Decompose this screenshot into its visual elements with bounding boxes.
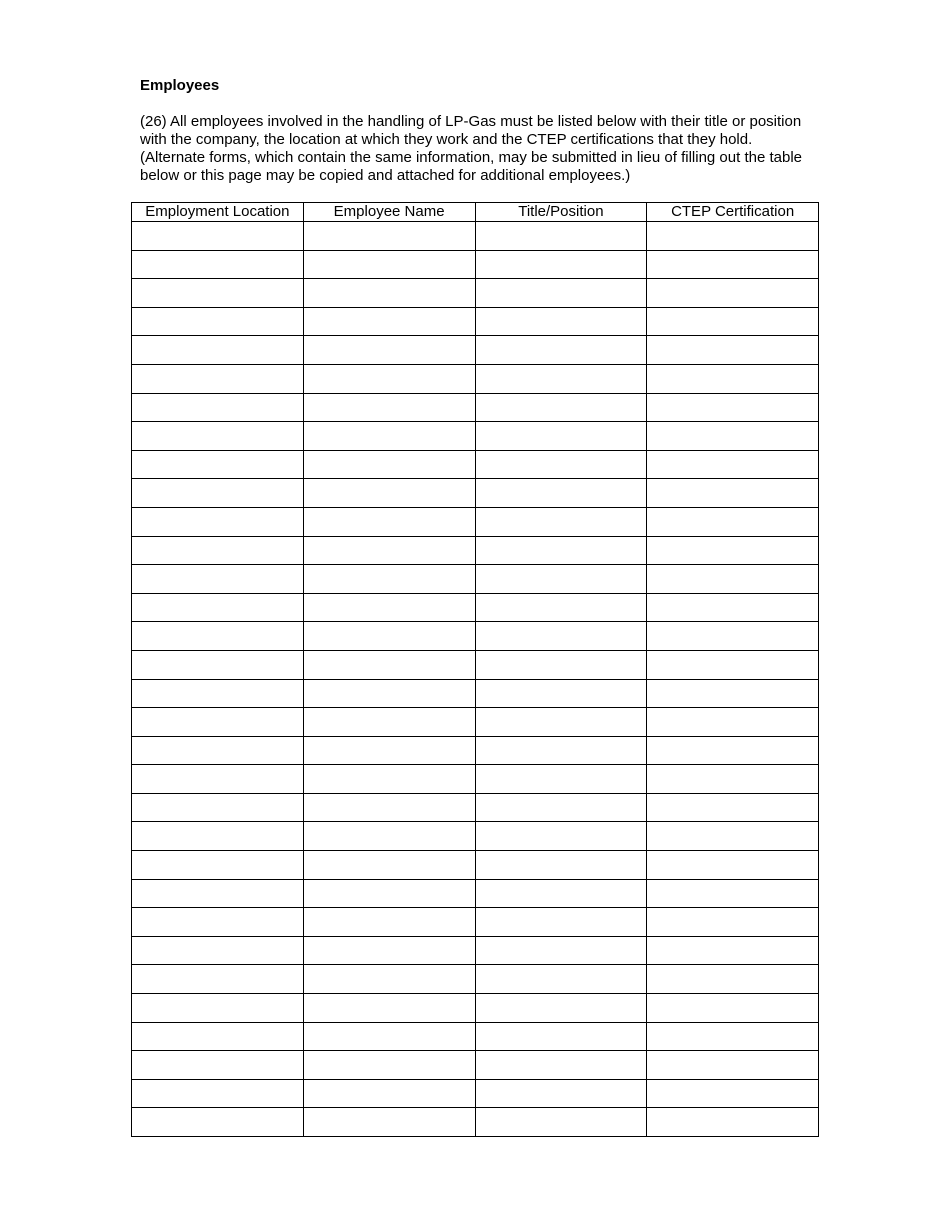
ctep-certification-cell[interactable]	[647, 307, 819, 336]
employment-location-cell[interactable]	[132, 1108, 304, 1137]
employee-name-cell[interactable]	[303, 650, 475, 679]
employee-name-cell[interactable]	[303, 393, 475, 422]
ctep-certification-cell[interactable]	[647, 1079, 819, 1108]
ctep-certification-cell[interactable]	[647, 1108, 819, 1137]
ctep-certification-cell[interactable]	[647, 879, 819, 908]
employee-name-cell[interactable]	[303, 479, 475, 508]
table-row	[132, 908, 819, 937]
ctep-certification-cell[interactable]	[647, 593, 819, 622]
title-position-cell[interactable]	[475, 279, 647, 308]
title-position-cell[interactable]	[475, 222, 647, 251]
employment-location-cell[interactable]	[132, 822, 304, 851]
employment-location-cell[interactable]	[132, 507, 304, 536]
title-position-cell[interactable]	[475, 736, 647, 765]
ctep-certification-cell[interactable]	[647, 450, 819, 479]
table-row	[132, 364, 819, 393]
employment-location-cell[interactable]	[132, 479, 304, 508]
employment-location-cell[interactable]	[132, 307, 304, 336]
title-position-cell[interactable]	[475, 1079, 647, 1108]
title-position-cell[interactable]	[475, 965, 647, 994]
table-row	[132, 622, 819, 651]
employment-location-cell[interactable]	[132, 336, 304, 365]
ctep-certification-cell[interactable]	[647, 336, 819, 365]
column-header-employment-location: Employment Location	[132, 203, 304, 222]
ctep-certification-cell[interactable]	[647, 708, 819, 737]
employment-location-cell[interactable]	[132, 422, 304, 451]
ctep-certification-cell[interactable]	[647, 479, 819, 508]
ctep-certification-cell[interactable]	[647, 936, 819, 965]
employment-location-cell[interactable]	[132, 679, 304, 708]
title-position-cell[interactable]	[475, 1051, 647, 1080]
title-position-cell[interactable]	[475, 250, 647, 279]
ctep-certification-cell[interactable]	[647, 765, 819, 794]
title-position-cell[interactable]	[475, 307, 647, 336]
employee-name-cell[interactable]	[303, 936, 475, 965]
employee-name-cell[interactable]	[303, 851, 475, 880]
title-position-cell[interactable]	[475, 593, 647, 622]
employment-location-cell[interactable]	[132, 765, 304, 794]
title-position-cell[interactable]	[475, 450, 647, 479]
ctep-certification-cell[interactable]	[647, 507, 819, 536]
employment-location-cell[interactable]	[132, 908, 304, 937]
title-position-cell[interactable]	[475, 851, 647, 880]
employee-name-cell[interactable]	[303, 222, 475, 251]
table-row	[132, 565, 819, 594]
employment-location-cell[interactable]	[132, 879, 304, 908]
employment-location-cell[interactable]	[132, 450, 304, 479]
table-row	[132, 222, 819, 251]
employment-location-cell[interactable]	[132, 593, 304, 622]
ctep-certification-cell[interactable]	[647, 679, 819, 708]
employee-name-cell[interactable]	[303, 822, 475, 851]
title-position-cell[interactable]	[475, 908, 647, 937]
title-position-cell[interactable]	[475, 650, 647, 679]
table-row	[132, 507, 819, 536]
table-row	[132, 822, 819, 851]
employee-name-cell[interactable]	[303, 679, 475, 708]
title-position-cell[interactable]	[475, 536, 647, 565]
employee-name-cell[interactable]	[303, 622, 475, 651]
employee-name-cell[interactable]	[303, 1022, 475, 1051]
table-row	[132, 708, 819, 737]
table-row	[132, 307, 819, 336]
employment-location-cell[interactable]	[132, 393, 304, 422]
title-position-cell[interactable]	[475, 679, 647, 708]
employee-name-cell[interactable]	[303, 994, 475, 1023]
table-row	[132, 994, 819, 1023]
employment-location-cell[interactable]	[132, 1079, 304, 1108]
employee-name-cell[interactable]	[303, 336, 475, 365]
employee-name-cell[interactable]	[303, 307, 475, 336]
ctep-certification-cell[interactable]	[647, 908, 819, 937]
employment-location-cell[interactable]	[132, 565, 304, 594]
employee-name-cell[interactable]	[303, 279, 475, 308]
title-position-cell[interactable]	[475, 1108, 647, 1137]
employment-location-cell[interactable]	[132, 793, 304, 822]
employee-name-cell[interactable]	[303, 450, 475, 479]
ctep-certification-cell[interactable]	[647, 793, 819, 822]
ctep-certification-cell[interactable]	[647, 994, 819, 1023]
table-row	[132, 1108, 819, 1137]
employee-name-cell[interactable]	[303, 1051, 475, 1080]
ctep-certification-cell[interactable]	[647, 622, 819, 651]
employee-name-cell[interactable]	[303, 879, 475, 908]
employee-name-cell[interactable]	[303, 250, 475, 279]
table-row	[132, 1051, 819, 1080]
employee-name-cell[interactable]	[303, 565, 475, 594]
title-position-cell[interactable]	[475, 879, 647, 908]
column-header-ctep-certification: CTEP Certification	[647, 203, 819, 222]
employment-location-cell[interactable]	[132, 364, 304, 393]
employment-location-cell[interactable]	[132, 222, 304, 251]
title-position-cell[interactable]	[475, 793, 647, 822]
ctep-certification-cell[interactable]	[647, 536, 819, 565]
employee-name-cell[interactable]	[303, 965, 475, 994]
table-row	[132, 965, 819, 994]
title-position-cell[interactable]	[475, 336, 647, 365]
employment-location-cell[interactable]	[132, 851, 304, 880]
ctep-certification-cell[interactable]	[647, 222, 819, 251]
title-position-cell[interactable]	[475, 822, 647, 851]
employment-location-cell[interactable]	[132, 1051, 304, 1080]
ctep-certification-cell[interactable]	[647, 250, 819, 279]
employment-location-cell[interactable]	[132, 708, 304, 737]
table-row	[132, 793, 819, 822]
table-row	[132, 336, 819, 365]
ctep-certification-cell[interactable]	[647, 422, 819, 451]
ctep-certification-cell[interactable]	[647, 965, 819, 994]
employment-location-cell[interactable]	[132, 622, 304, 651]
ctep-certification-cell[interactable]	[647, 736, 819, 765]
employment-location-cell[interactable]	[132, 650, 304, 679]
table-row	[132, 679, 819, 708]
title-position-cell[interactable]	[475, 507, 647, 536]
section-heading: Employees	[140, 77, 220, 94]
employment-location-cell[interactable]	[132, 250, 304, 279]
table-row	[132, 1079, 819, 1108]
employee-name-cell[interactable]	[303, 708, 475, 737]
ctep-certification-cell[interactable]	[647, 364, 819, 393]
employee-name-cell[interactable]	[303, 908, 475, 937]
ctep-certification-cell[interactable]	[647, 822, 819, 851]
employee-name-cell[interactable]	[303, 593, 475, 622]
employment-location-cell[interactable]	[132, 1022, 304, 1051]
title-position-cell[interactable]	[475, 393, 647, 422]
employee-name-cell[interactable]	[303, 736, 475, 765]
employee-name-cell[interactable]	[303, 536, 475, 565]
employees-table	[131, 202, 819, 1137]
ctep-certification-cell[interactable]	[647, 565, 819, 594]
table-row	[132, 765, 819, 794]
table-row	[132, 879, 819, 908]
employment-location-cell[interactable]	[132, 965, 304, 994]
ctep-certification-cell[interactable]	[647, 1051, 819, 1080]
table-row	[132, 536, 819, 565]
table-row	[132, 936, 819, 965]
employment-location-cell[interactable]	[132, 994, 304, 1023]
title-position-cell[interactable]	[475, 936, 647, 965]
table-row	[132, 650, 819, 679]
employee-name-cell[interactable]	[303, 1079, 475, 1108]
title-position-cell[interactable]	[475, 622, 647, 651]
employee-name-cell[interactable]	[303, 793, 475, 822]
title-position-cell[interactable]	[475, 422, 647, 451]
ctep-certification-cell[interactable]	[647, 1022, 819, 1051]
table-row	[132, 279, 819, 308]
table-row	[132, 393, 819, 422]
employment-location-cell[interactable]	[132, 279, 304, 308]
employee-name-cell[interactable]	[303, 765, 475, 794]
instructions-paragraph: (26) All employees involved in the handling of LP-Gas must be listed below with their title or position with the company, the location at which they work and the CTEP certifications that they hold. (Alternate forms, which contain the same information, may be submitted in lieu of filling out the table below or this page may be copied and attached for additional employees.)	[140, 113, 802, 184]
title-position-cell[interactable]	[475, 765, 647, 794]
ctep-certification-cell[interactable]	[647, 851, 819, 880]
table-row	[132, 851, 819, 880]
employment-location-cell[interactable]	[132, 736, 304, 765]
table-row	[132, 450, 819, 479]
employee-name-cell[interactable]	[303, 1108, 475, 1137]
title-position-cell[interactable]	[475, 364, 647, 393]
employee-name-cell[interactable]	[303, 507, 475, 536]
table-header-row	[132, 203, 819, 222]
table-body	[132, 222, 819, 1137]
employee-name-cell[interactable]	[303, 422, 475, 451]
table-row	[132, 736, 819, 765]
table-row	[132, 422, 819, 451]
title-position-cell[interactable]	[475, 479, 647, 508]
ctep-certification-cell[interactable]	[647, 393, 819, 422]
title-position-cell[interactable]	[475, 708, 647, 737]
employment-location-cell[interactable]	[132, 536, 304, 565]
ctep-certification-cell[interactable]	[647, 650, 819, 679]
column-header-title-position: Title/Position	[475, 203, 647, 222]
employee-name-cell[interactable]	[303, 364, 475, 393]
employment-location-cell[interactable]	[132, 936, 304, 965]
table-row	[132, 479, 819, 508]
title-position-cell[interactable]	[475, 565, 647, 594]
table-row	[132, 250, 819, 279]
title-position-cell[interactable]	[475, 994, 647, 1023]
table-row	[132, 1022, 819, 1051]
column-header-employee-name: Employee Name	[303, 203, 475, 222]
table-row	[132, 593, 819, 622]
ctep-certification-cell[interactable]	[647, 279, 819, 308]
title-position-cell[interactable]	[475, 1022, 647, 1051]
